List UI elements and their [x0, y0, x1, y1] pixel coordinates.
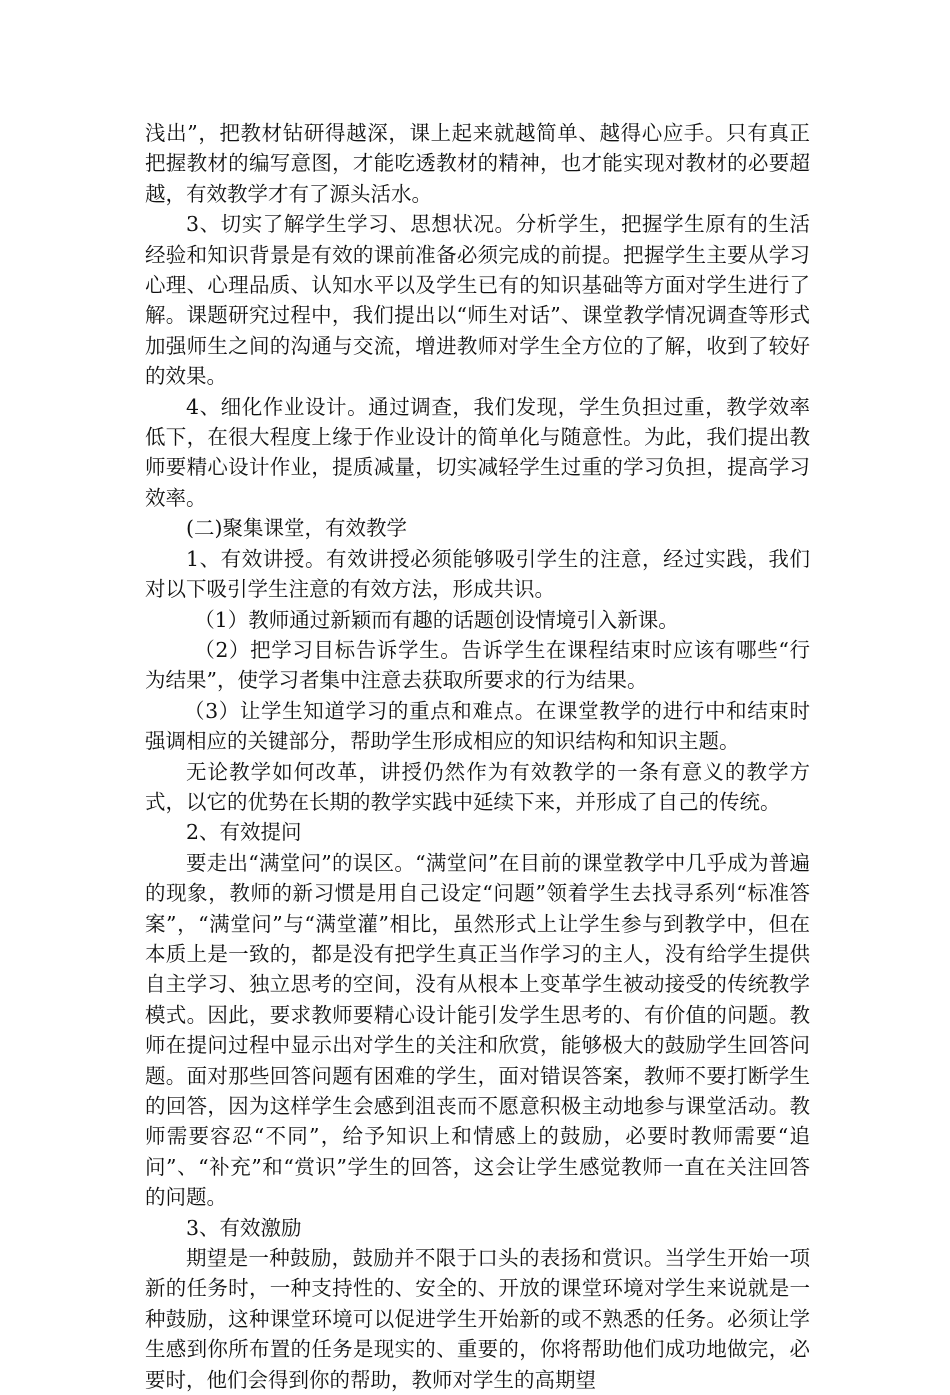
paragraph: 期望是一种鼓励，鼓励并不限于口头的表扬和赏识。当学生开始一项新的任务时，一种支持性的、安全的、开放的课堂环境对学生来说就是一种鼓励，这种课堂环境可以促进学生开始新的或不熟悉的任务。必须让学生感到你所布置的任务是现实的、重要的，你将帮助他们成功地做完，必要时，他们会得到你的帮助，教师对学生的高期望	[145, 1246, 810, 1392]
list-item: （2）把学习目标告诉学生。告诉学生在课程结束时应该有哪些“行为结果”，使学习者集中注意去获取所要求的行为结果。	[145, 637, 810, 693]
list-item: （1）教师通过新颖而有趣的话题创设情境引入新课。	[194, 607, 679, 632]
list-item: （3）让学生知道学习的重点和难点。在课堂教学的进行中和结束时强调相应的关键部分，帮助学生形成相应的知识结构和知识主题。	[145, 698, 810, 754]
paragraph: 3、切实了解学生学习、思想状况。分析学生，把握学生原有的生活经验和知识背景是有效的课前准备必须完成的前提。把握学生主要从学习心理、心理品质、认知水平以及学生已有的知识基础等方面对学生进行了解。课题研究过程中，我们提出以“师生对话”、课堂教学情况调查等形式加强师生之间的沟通与交流，增进教师对学生全方位的了解，收到了较好的效果。	[145, 212, 810, 389]
section-heading: (二)聚集课堂，有效教学	[186, 516, 407, 541]
subsection-heading: 3、有效激励	[186, 1215, 302, 1240]
paragraph: 4、细化作业设计。通过调查，我们发现，学生负担过重，教学效率低下，在很大程度上缘于作业设计的简单化与随意性。为此，我们提出教师要精心设计作业，提质减量，切实减轻学生过重的学习负担，提高学习效率。	[145, 394, 810, 510]
paragraph: 要走出“满堂问”的误区。“满堂问”在目前的课堂教学中几乎成为普遍的现象，教师的新习惯是用自己设定“问题”领着学生去找寻系列“标准答案”，“满堂问”与“满堂灌”相比，虽然形式上让学生参与到教学中，但在本质上是一致的，都是没有把学生真正当作学习的主人，没有给学生提供自主学习、独立思考的空间，没有从根本上变革学生被动接受的传统教学模式。因此，要求教师要精心设计能引发学生思考的、有价值的问题。教师在提问过程中显示出对学生的关注和欣赏，能够极大的鼓励学生回答问题。面对那些回答问题有困难的学生，面对错误答案，教师不要打断学生的回答，因为这样学生会感到沮丧而不愿意积极主动地参与课堂活动。教师需要容忍“不同”，给予知识上和情感上的鼓励，必要时教师需要“追问”、“补充”和“赏识”学生的回答，这会让学生感觉教师一直在关注回答的问题。	[145, 850, 810, 1210]
paragraph: 1、有效讲授。有效讲授必须能够吸引学生的注意，经过实践，我们对以下吸引学生注意的有效方法，形成共识。	[145, 546, 810, 602]
subsection-heading: 2、有效提问	[186, 820, 302, 845]
document-page	[145, 118, 810, 1395]
paragraph: 无论教学如何改革，讲授仍然作为有效教学的一条有意义的教学方式，以它的优势在长期的教学实践中延续下来，并形成了自己的传统。	[145, 759, 810, 814]
paragraph: 浅出”，把教材钻研得越深，课上起来就越简单、越得心应手。只有真正把握教材的编写意图，才能吃透教材的精神，也才能实现对教材的必要超越，有效教学才有了源头活水。	[145, 121, 810, 206]
